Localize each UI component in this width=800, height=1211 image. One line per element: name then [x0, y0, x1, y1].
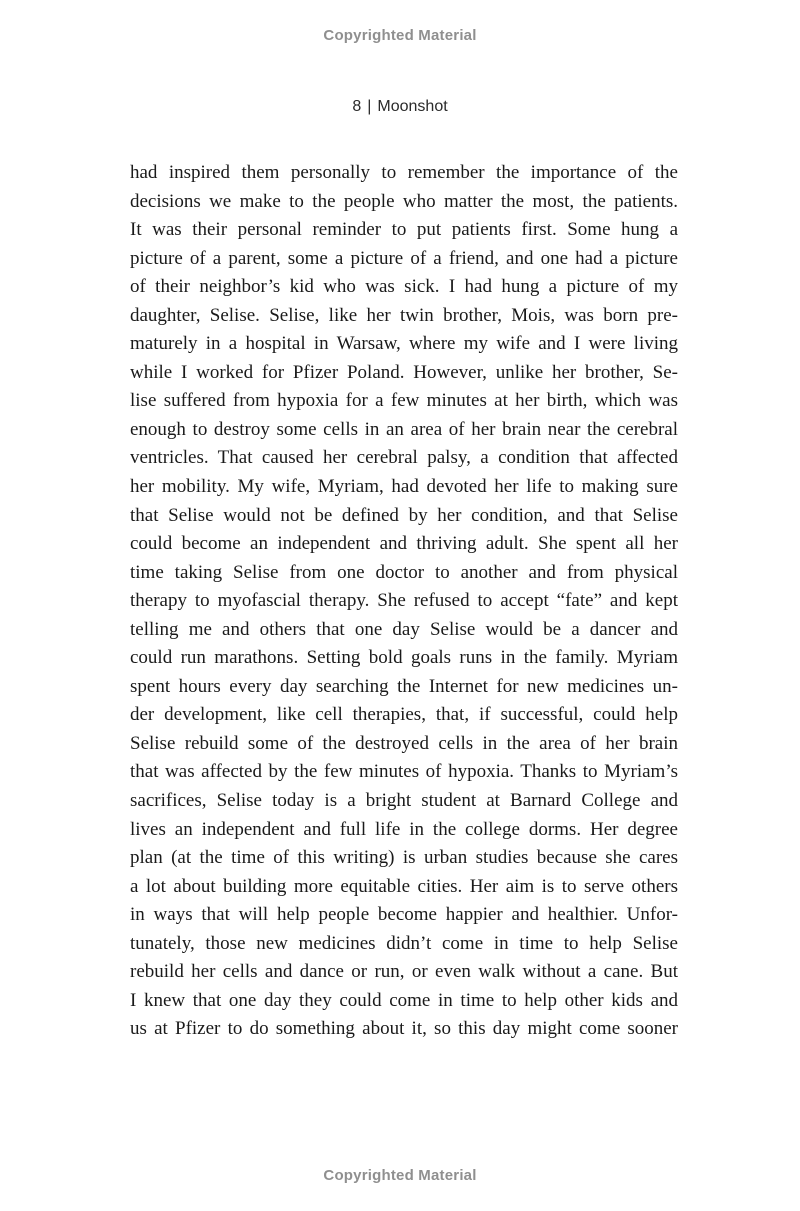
book-title: Moonshot [377, 98, 448, 115]
text-line: tunately, those new medicines didn’t come in time to help Selise [130, 932, 678, 954]
text-line: could run marathons. Setting bold goals runs in the family. Myriam [130, 647, 678, 669]
text-line: I knew that one day they could come in time to help other kids and [130, 989, 678, 1011]
text-line: a lot about building more equitable cities. Her aim is to serve others [130, 875, 678, 897]
text-line: telling me and others that one day Selise would be a dancer and [130, 618, 678, 640]
text-line: ventricles. That caused her cerebral palsy, a condition that affected [130, 447, 678, 469]
text-line: daughter, Selise. Selise, like her twin brother, Mois, was born pre- [130, 304, 678, 326]
text-line: enough to destroy some cells in an area of her brain near the cerebral [130, 418, 678, 440]
body-paragraph [130, 159, 678, 1044]
copyright-watermark-bottom: Copyrighted Material [323, 1167, 477, 1184]
text-line: plan (at the time of this writing) is urban studies because she cares [130, 847, 678, 869]
text-line: could become an independent and thriving adult. She spent all her [130, 533, 678, 555]
text-line: It was their personal reminder to put patients first. Some hung a [130, 219, 678, 241]
text-line: der development, like cell therapies, that, if successful, could help [130, 704, 678, 726]
text-line: Selise rebuild some of the destroyed cells in the area of her brain [130, 732, 678, 754]
text-line: picture of a parent, some a picture of a friend, and one had a picture [130, 247, 678, 269]
text-line: therapy to myofascial therapy. She refused to accept “fate” and kept [130, 590, 678, 612]
text-line: her mobility. My wife, Myriam, had devoted her life to making sure [130, 476, 678, 498]
text-line: decisions we make to the people who matter the most, the patients. [130, 190, 678, 212]
text-line: of their neighbor’s kid who was sick. I had hung a picture of my [130, 276, 678, 298]
text-line: spent hours every day searching the Internet for new medicines un- [130, 675, 678, 697]
running-head-separator: | [367, 98, 372, 115]
text-line: us at Pfizer to do something about it, so this day might come sooner [130, 1018, 678, 1040]
text-line: time taking Selise from one doctor to another and from physical [130, 561, 678, 583]
copyright-watermark-top: Copyrighted Material [323, 27, 477, 44]
text-line: while I worked for Pfizer Poland. However, unlike her brother, Se- [130, 361, 678, 383]
text-line: that was affected by the few minutes of hypoxia. Thanks to Myriam’s [130, 761, 678, 783]
text-line: rebuild her cells and dance or run, or even walk without a cane. But [130, 961, 678, 983]
text-line: maturely in a hospital in Warsaw, where my wife and I were living [130, 333, 678, 355]
text-line: lives an independent and full life in the college dorms. Her degree [130, 818, 678, 840]
running-head [0, 98, 800, 116]
text-line: that Selise would not be defined by her condition, and that Selise [130, 504, 678, 526]
text-line: had inspired them personally to remember the importance of the [130, 162, 678, 183]
page-number: 8 [352, 98, 362, 115]
text-line: sacrifices, Selise today is a bright student at Barnard College and [130, 790, 678, 812]
text-line: in ways that will help people become happier and healthier. Unfor- [130, 904, 678, 926]
text-line: lise suffered from hypoxia for a few minutes at her birth, which was [130, 390, 678, 412]
